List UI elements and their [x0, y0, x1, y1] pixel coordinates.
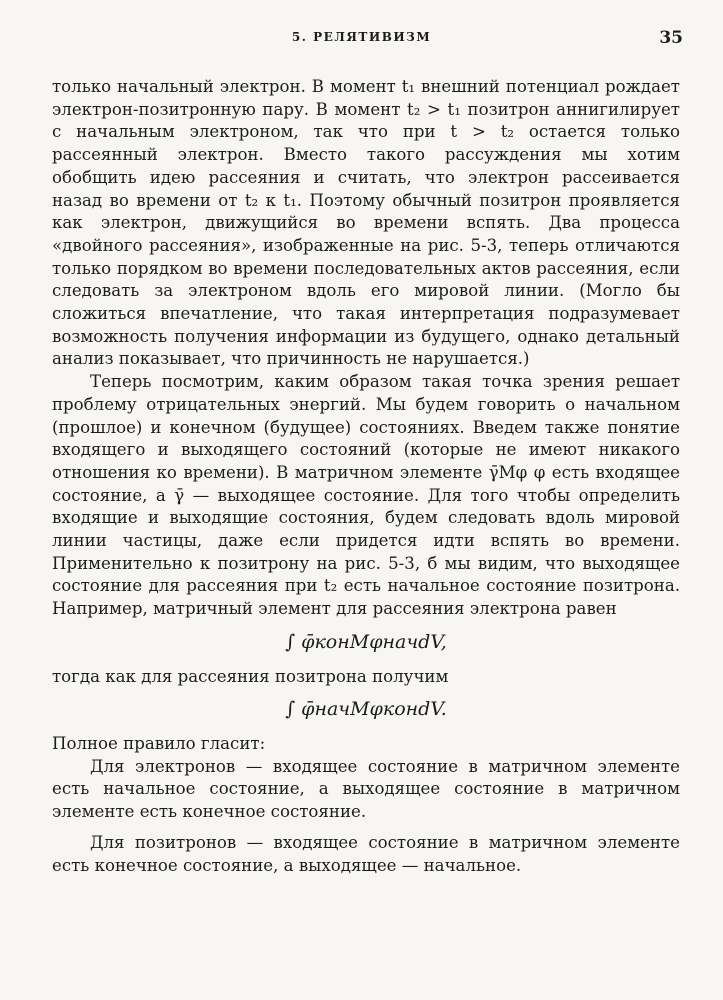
paragraph-1: только начальный электрон. В момент t₁ внешний потенциал рождает электрон-позитронную пару. В момент t₂ > t₁ позитрон аннигилирует с начальным электроном, так что при t > t₂ остается только рассеянный электрон. Вместо такого рассуждения мы хотим обобщить идею рассеяния и считать, что электрон рассеивается назад во времени от t₂ к t₁. Поэтому обычный позитрон проявляется как электрон, движущийся во времени вспять. Два процесса «двойного рассеяния», изображенные на рис. 5-3, теперь отличаются только порядком во времени последовательных актов рассеяния, если следовать за электроном вдоль его мировой линии. (Могло бы сложиться впечатление, что такая интерпретация подразумевает возможность получения информации из будущего, однако детальный анализ показывает, что причинность не нарушается.): [52, 77, 680, 369]
paragraph-3: тогда как для рассеяния позитрона получим: [52, 666, 449, 686]
rule-gap: [52, 824, 680, 832]
rule-electrons: Для электронов — входящее состояние в матричном элементе есть начальное состояние, а выходящее состояние в матричном элементе есть конечное состояние.: [52, 756, 680, 822]
formula-electron: ∫ φ̄конMφначdV,: [285, 630, 447, 653]
rule-positrons: Для позитронов — входящее состояние в матричном элементе есть конечное состояние, а выходящее — начальное.: [52, 832, 680, 875]
text-block: [52, 76, 680, 621]
paragraph-4: Полное правило гласит:: [52, 733, 266, 753]
paragraph-2: Теперь посмотрим, каким образом такая точка зрения решает проблему отрицательных энергий. Мы будем говорить о начальном (прошлое) и конечном (будущее) состояниях. Введем также понятие входящего и выходящего состояний (которые не имеют никакого отношения ко времени). В матричном элементе γ̄Mφ φ есть входящее состояние, а γ̄ — выходящее состояние. Для того чтобы определить входящие и выходящие состояния, будем следовать вдоль мировой линии частицы, даже если придется идти вспять во времени. Применительно к позитрону на рис. 5-3, б мы видим, что выходящее состояние для рассеяния при t₂ есть начальное состояние позитрона. Например, матричный элемент для рассеяния электрона равен: [52, 372, 680, 619]
rule-block: [52, 756, 680, 878]
page-body: [52, 76, 680, 877]
formula-positron: ∫ φ̄начMφконdV.: [285, 698, 447, 721]
page-header: [0, 30, 723, 52]
running-head: 5. РЕЛЯТИВИЗМ: [291, 30, 432, 44]
page-number: 35: [659, 28, 683, 48]
